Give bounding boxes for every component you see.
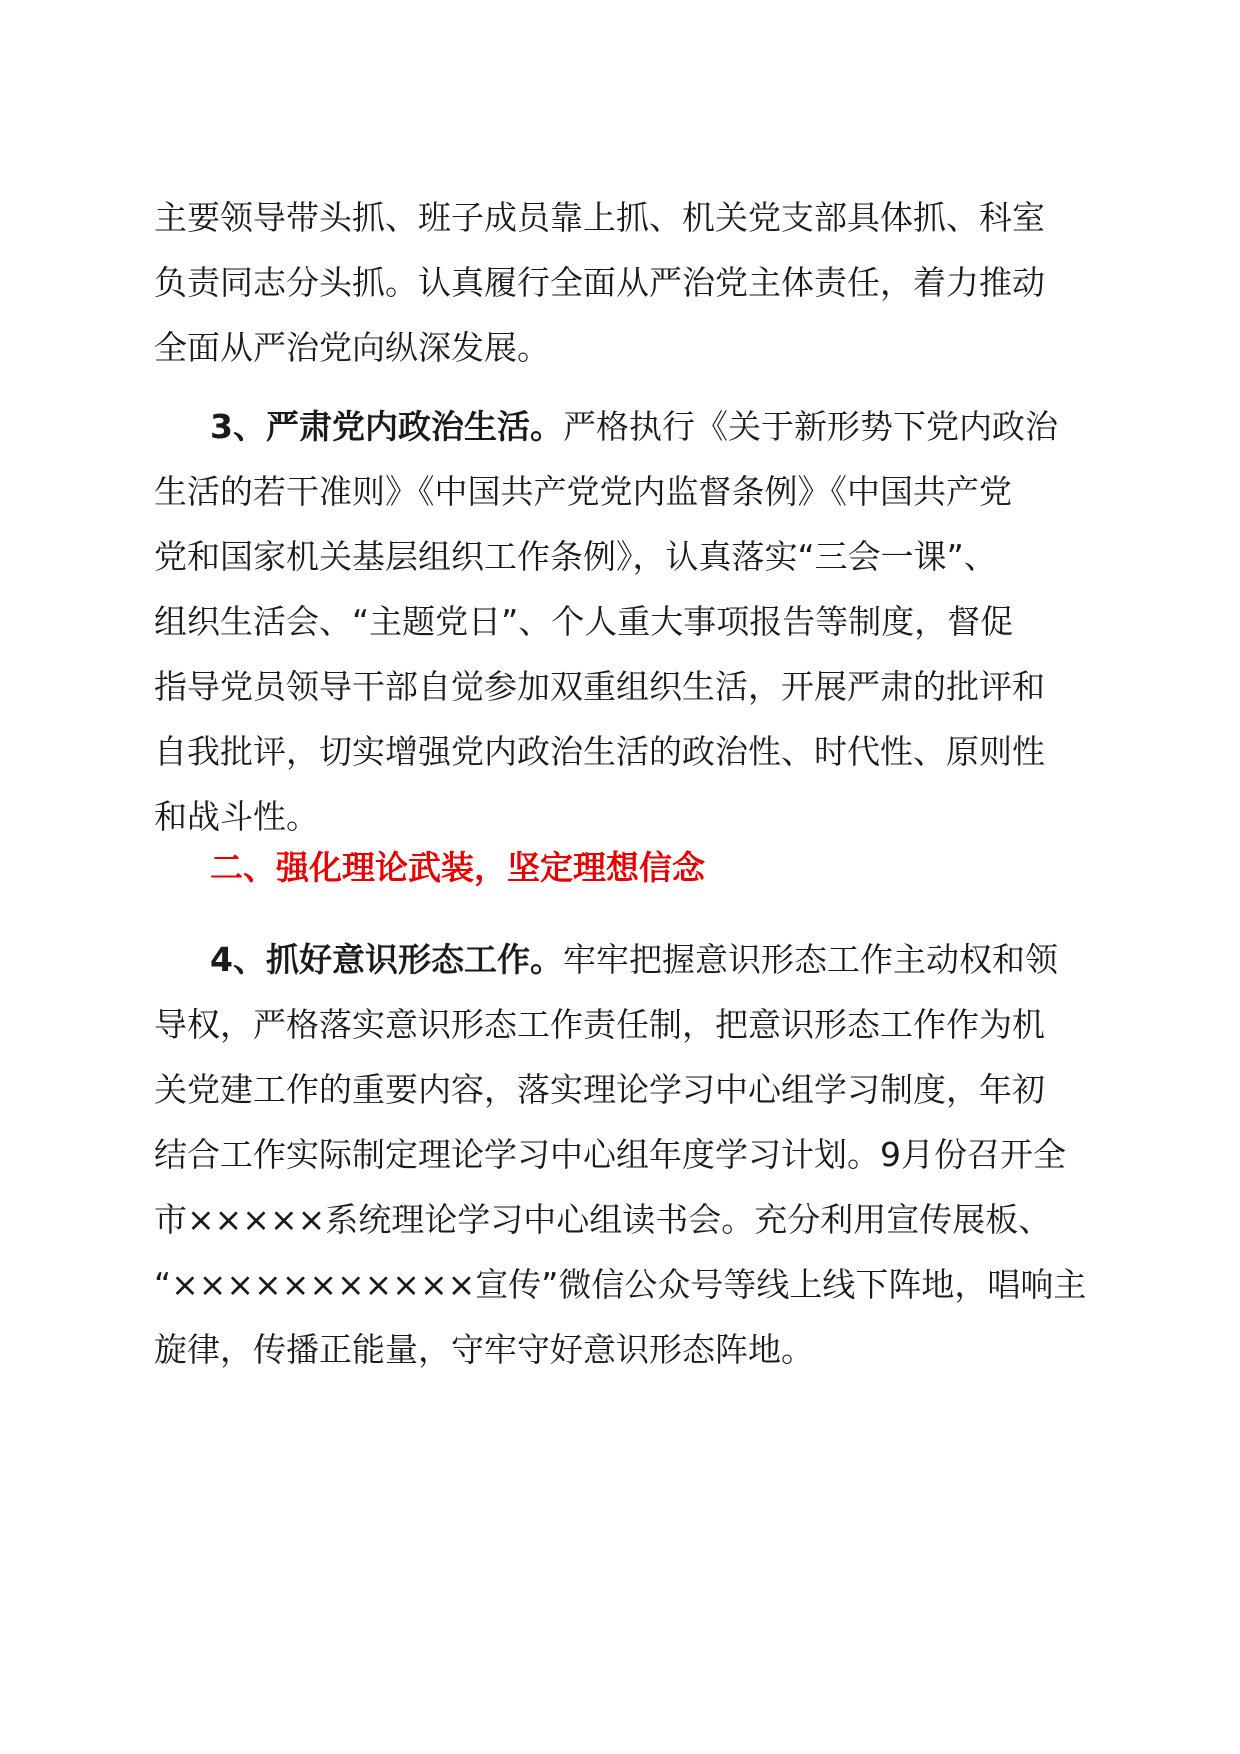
text-line: 旋律，传播正能量，守牢守好意识形态阵地。: [154, 1330, 814, 1369]
item-lead-title: 3、严肃党内政治生活。: [210, 407, 563, 446]
text-line: 结合工作实际制定理论学习中心组年度学习计划。9月份召开全: [154, 1135, 1066, 1174]
text-line: 导权，严格落实意识形态工作责任制，把意识形态工作作为机: [154, 1005, 1045, 1044]
paragraph-item-3: [154, 394, 1100, 849]
text-line: 负责同志分头抓。认真履行全面从严治党主体责任，着力推动: [154, 263, 1045, 302]
text-line: 关党建工作的重要内容，落实理论学习中心组学习制度，年初: [154, 1070, 1045, 1109]
text-line: [154, 394, 1100, 459]
text-line: 和战斗性。: [154, 797, 319, 836]
paragraph-continuation: [154, 185, 1100, 380]
text-line: 市×××××系统理论学习中心组读书会。充分利用宣传展板、: [154, 1200, 1052, 1239]
text-line: 党和国家机关基层组织工作条例》，认真落实“三会一课”、: [154, 537, 997, 576]
section-heading: [154, 835, 1100, 900]
text-line: 生活的若干准则》《中国共产党党内监督条例》《中国共产党: [154, 472, 1012, 511]
text-line: 全面从严治党向纵深发展。: [154, 328, 550, 367]
item-text: 严格执行《关于新形势下党内政治: [562, 407, 1058, 446]
text-line: 自我批评，切实增强党内政治生活的政治性、时代性、原则性: [154, 732, 1045, 771]
text-line: 主要领导带头抓、班子成员靠上抓、机关党支部具体抓、科室: [154, 198, 1045, 237]
text-line: “×××××××××××宣传”微信公众号等线上线下阵地，唱响主: [154, 1265, 1087, 1304]
text-line: 指导党员领导干部自觉参加双重组织生活，开展严肃的批评和: [154, 667, 1045, 706]
text-line: 组织生活会、“主题党日”、个人重大事项报告等制度，督促: [154, 602, 1014, 641]
text-line: [154, 927, 1100, 992]
section-heading-text: 二、强化理论武装，坚定理想信念: [210, 848, 705, 887]
paragraph-item-4: [154, 927, 1100, 1382]
item-text: 牢牢把握意识形态工作主动权和领: [562, 940, 1058, 979]
item-lead-title: 4、抓好意识形态工作。: [210, 940, 563, 979]
